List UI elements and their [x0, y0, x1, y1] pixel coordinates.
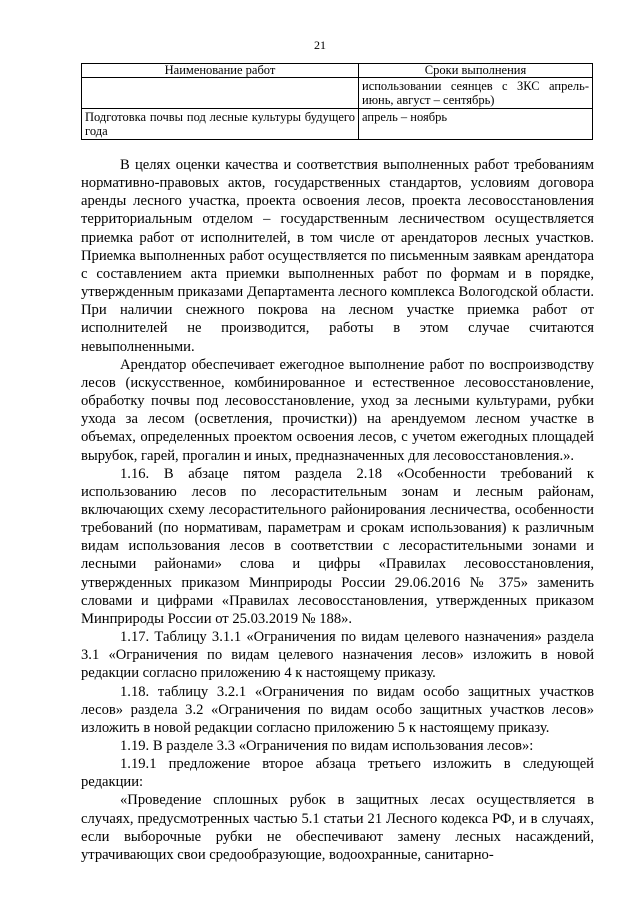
paragraph-1-19-1: 1.19.1 предложение второе абзаца третьего изложить в следующей редакции:	[81, 756, 594, 791]
table-row	[82, 78, 593, 109]
table-cell-term: апрель – ноябрь	[359, 109, 593, 140]
table-header-row	[82, 64, 593, 78]
paragraph-1-19: 1.19. В разделе 3.3 «Ограничения по видам использования лесов»:	[120, 738, 534, 754]
paragraph-1-16: 1.16. В абзаце пятом раздела 2.18 «Особенности требований к использованию лесов по лесорастительным зонам и лесным районам, включающих схему лесорастительного районирования лесничества, особенности требований (по нормативам, параметрам и срокам использования) к различным видам использования лесов в соответствии с лесорастительными зонами и лесными районами» слова и цифры «Правилах лесовосстановления, утвержденных приказом Минприроды России 29.06.2016 № 375» заменить словами и цифрами «Правилах лесовосстановления, утвержденных приказом Минприроды России от 25.03.2019 № 188».	[81, 465, 594, 627]
paragraph-1-18: 1.18. таблицу 3.2.1 «Ограничения по видам особо защитных участков лесов» раздела 3.2 «Ограничения по видам особо защитных участков лесов» изложить в новой редакции согласно приложению 5 к настоящему приказу.	[81, 683, 594, 736]
column-header-terms: Сроки выполнения	[359, 64, 593, 78]
column-header-works: Наименование работ	[82, 64, 359, 78]
document-body	[81, 156, 594, 864]
paragraph-1-17: 1.17. Таблицу 3.1.1 «Ограничения по видам целевого назначения» раздела 3.1 «Ограничения по видам целевого назначения лесов» изложить в новой редакции согласно приложению 4 к настоящему приказу.	[81, 629, 594, 682]
paragraph-quality-acceptance: В целях оценки качества и соответствия выполненных работ требованиям нормативно-правовых актов, государственных стандартов, условиям договора аренды лесного участка, проекта освоения лесов, проекта лесовосстановления территориальным отделом – государственным лесничеством осуществляется приемка работ от исполнителей, в том числе от арендаторов лесных участков. Приемка выполненных работ осуществляется по письменным заявкам арендатора с составлением акта приемки выполненных работ по формам и в порядке, утвержденным приказами Департамента лесного комплекса Вологодской области. При наличии снежного покрова на лесном участке приемка работ от исполнителей не производится, работы в этом случае считаются невыполненными.	[81, 157, 594, 355]
page-number: 21	[314, 38, 326, 52]
table-row	[82, 109, 593, 140]
table-cell-work	[82, 78, 359, 109]
paragraph-tenant-reforestation: Арендатор обеспечивает ежегодное выполнение работ по воспроизводству лесов (искусственное, комбинированное и естественное лесовосстановление, обработку почвы под лесовосстановление, уход за лесными культурами, рубки ухода за лесом (осветления, прочистки)) на арендуемом лесном участке в объемах, определенных проектом освоения лесов, с учетом ежегодных площадей вырубок, гарей, прогалин и иных, предназначенных для лесовосстановления.».	[81, 356, 594, 464]
table-cell-work: Подготовка почвы под лесные культуры будущего года	[82, 109, 359, 140]
table-cell-term: использовании сеянцев с ЗКС апрель-июнь, август – сентябрь)	[359, 78, 593, 109]
works-schedule-table	[81, 63, 593, 140]
paragraph-quote-clear-cutting: «Проведение сплошных рубок в защитных лесах осуществляется в случаях, предусмотренных частью 5.1 статьи 21 Лесного кодекса РФ, и в случаях, если выборочные рубки не обеспечивают замену лесных насаждений, утрачивающих свои средообразующие, водоохранные, санитарно-	[81, 792, 594, 863]
